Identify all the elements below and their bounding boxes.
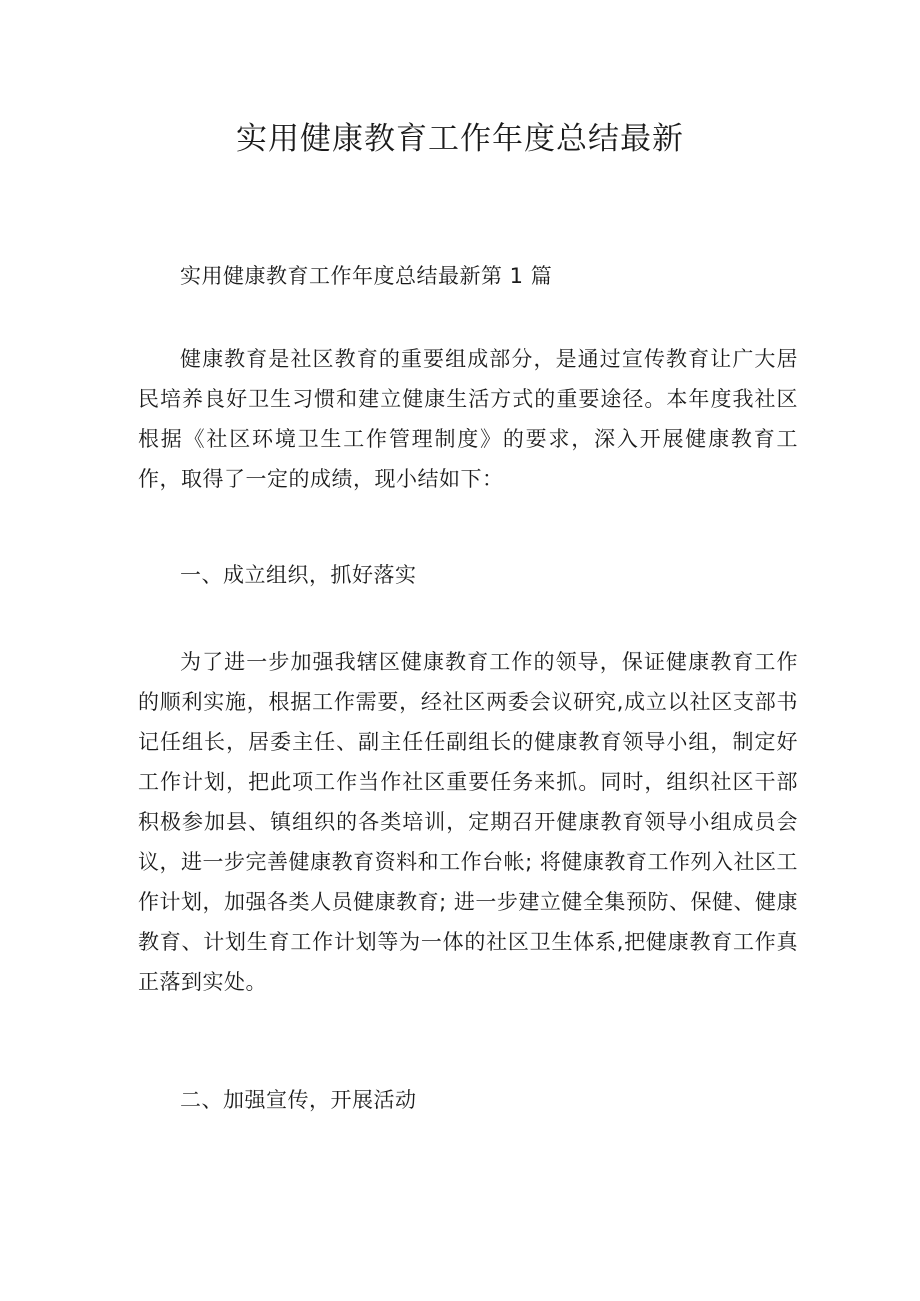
body-paragraph-1: 为了进一步加强我辖区健康教育工作的领导，保证健康教育工作的顺利实施，根据工作需要，经社区两委会议研究,成立以社区支部书记任组长，居委主任、副主任任副组长的健康教育领导小组，制定好工作计划，把此项工作当作社区重要任务来抓。同时，组织社区干部积极参加县、镇组织的各类培训，定期召开健康教育领导小组成员会议，进一步完善健康教育资料和工作台帐; 将健康教育工作列入社区工作计划，加强各类人员健康教育; 进一步建立健全集预防、保健、健康教育、计划生育工作计划等为一体的社区卫生体系,把健康教育工作真正落到实处。 xyxy=(138,650,798,994)
section-heading-2: 二、加强宣传，开展活动 xyxy=(180,1088,417,1112)
section-subtitle: 实用健康教育工作年度总结最新第 1 篇 xyxy=(180,264,553,288)
document-title: 实用健康教育工作年度总结最新 xyxy=(236,121,684,157)
intro-paragraph: 健康教育是社区教育的重要组成部分，是通过宣传教育让广大居民培养良好卫生习惯和建立健康生活方式的重要途径。本年度我社区根据《社区环境卫生工作管理制度》的要求，深入开展健康教育工作，取得了一定的成绩，现小结如下： xyxy=(138,347,798,491)
section-heading-1: 一、成立组织，抓好落实 xyxy=(180,563,417,587)
